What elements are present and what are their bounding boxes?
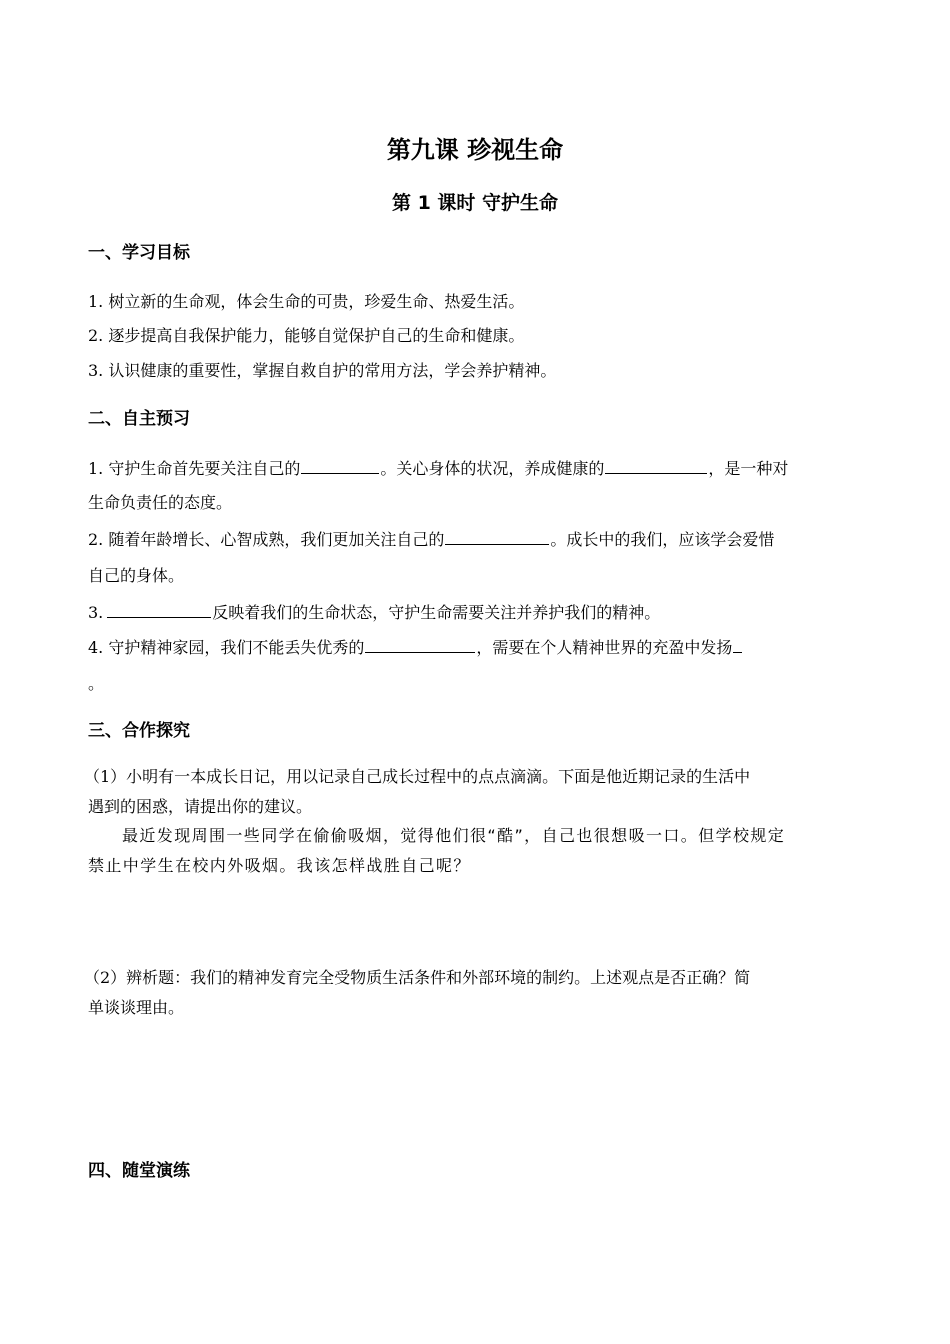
goal-item-3: 3. 认识健康的重要性，掌握自救自护的常用方法，学会养护精神。 bbox=[88, 361, 557, 380]
section-heading-preview: 二、自主预习 bbox=[88, 409, 190, 429]
preview-q4-text-b: ，需要在个人精神世界的充盈中发扬 bbox=[476, 638, 733, 657]
explore-prompt-2: （2）辨析题：我们的精神发育完全受物质生活条件和外部环境的制约。上述观点是否正确？简 bbox=[84, 968, 751, 987]
preview-q3-text-b: 反映着我们的生命状态，守护生命需要关注并养护我们的精神。 bbox=[212, 603, 661, 622]
preview-question-1-cont: 生命负责任的态度。 bbox=[88, 493, 233, 512]
preview-question-2-cont: 自己的身体。 bbox=[88, 566, 185, 585]
explore-prompt-1: （1）小明有一本成长日记，用以记录自己成长过程中的点点滴滴。下面是他近期记录的生活中 bbox=[84, 767, 751, 786]
explore-prompt-2-cont: 单谈谈理由。 bbox=[88, 998, 185, 1017]
diary-excerpt-line-1: 最近发现周围一些同学在偷偷吸烟，觉得他们很“酷”，自己也很想吸一口。但学校规定 bbox=[122, 826, 786, 845]
lesson-title: 第九课 珍视生命 bbox=[386, 136, 564, 164]
preview-q4-text-a: 4. 守护精神家园，我们不能丢失优秀的 bbox=[88, 638, 365, 657]
answer-blank[interactable] bbox=[733, 634, 742, 653]
preview-q2-text-b: 。成长中的我们，应该学会爱惜 bbox=[550, 530, 775, 549]
preview-question-1 bbox=[88, 455, 863, 482]
goal-item-1: 1. 树立新的生命观，体会生命的可贵，珍爱生命、热爱生活。 bbox=[88, 292, 525, 311]
preview-q1-text-c: ，是一种对 bbox=[708, 459, 789, 478]
preview-q1-text-b: 。关心身体的状况，养成健康的 bbox=[380, 459, 605, 478]
explore-prompt-1-cont: 遇到的困惑，请提出你的建议。 bbox=[88, 797, 313, 816]
section-heading-explore: 三、合作探究 bbox=[88, 721, 190, 741]
diary-excerpt-line-2: 禁止中学生在校内外吸烟。我该怎样战胜自己呢？ bbox=[88, 856, 471, 875]
answer-blank[interactable] bbox=[365, 634, 475, 653]
preview-q3-text-a: 3. bbox=[88, 603, 104, 622]
preview-question-2 bbox=[88, 526, 774, 553]
section-heading-goals: 一、学习目标 bbox=[88, 243, 190, 263]
preview-question-3 bbox=[88, 599, 660, 626]
answer-blank[interactable] bbox=[301, 455, 379, 474]
preview-question-4-cont: 。 bbox=[88, 674, 105, 693]
section-heading-practice: 四、随堂演练 bbox=[88, 1161, 190, 1181]
preview-question-4 bbox=[88, 634, 743, 661]
preview-q1-text-a: 1. 守护生命首先要关注自己的 bbox=[88, 459, 301, 478]
goal-item-2: 2. 逐步提高自我保护能力，能够自觉保护自己的生命和健康。 bbox=[88, 326, 525, 345]
answer-blank[interactable] bbox=[445, 526, 549, 545]
preview-q2-text-a: 2. 随着年龄增长、心智成熟，我们更加关注自己的 bbox=[88, 530, 445, 549]
lesson-subtitle: 第 1 课时 守护生命 bbox=[391, 192, 559, 214]
answer-blank[interactable] bbox=[107, 599, 211, 618]
answer-blank[interactable] bbox=[605, 455, 707, 474]
